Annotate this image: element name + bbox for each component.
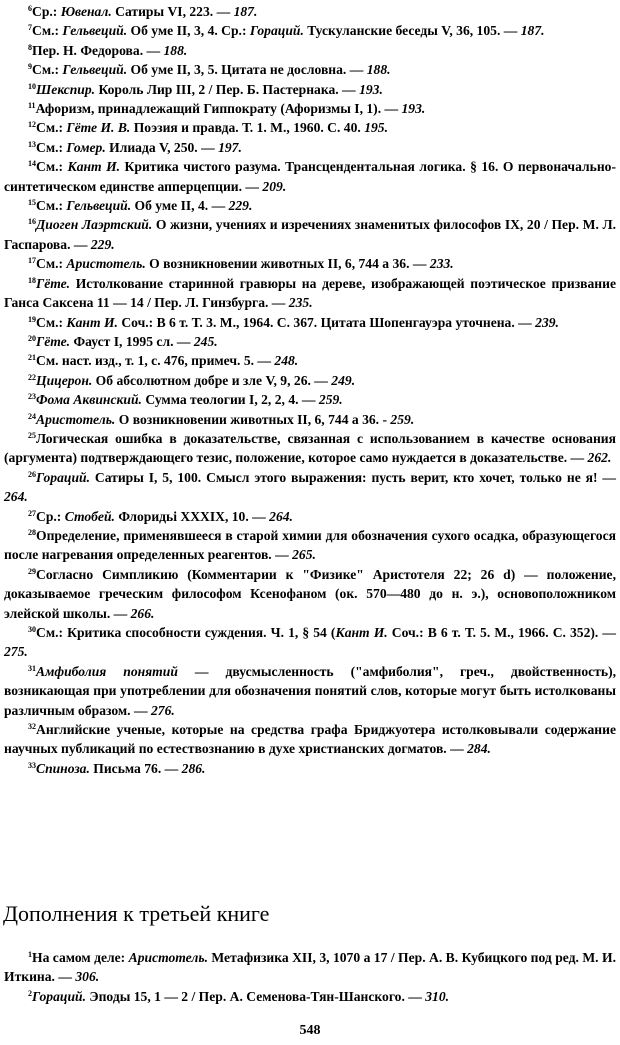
endnote-text: См.: Критика способности суждения. Ч. 1, § 54 ( <box>36 625 336 640</box>
endnote <box>4 371 616 390</box>
endnote-number: 11 <box>28 101 36 111</box>
endnote-text: Английские ученые, которые на средства графа Бриджуотера истолковывали содержание научных публикаций по естествознанию в духе христианских догматов. — <box>4 722 616 757</box>
endnote-text: См.: <box>36 120 67 136</box>
endnote-author: Кант И. <box>67 159 121 175</box>
endnote-author: Ювенал. <box>60 4 112 19</box>
endnote-number: 10 <box>28 81 36 91</box>
endnote <box>4 118 616 137</box>
endnote-page-ref: 264. <box>269 508 293 524</box>
endnote <box>4 60 616 79</box>
endnote-text: Соч.: В 6 т. Т. 5. М., 1966. С. 352). — <box>387 625 616 640</box>
endnote-text: Сатиры I, 5, 100. Смысл этого выражения: пусть верит, кто хочет, только не я! — <box>89 469 616 485</box>
endnote-number: 7 <box>28 23 32 33</box>
endnote-author: Гёте. <box>36 333 71 349</box>
endnote-author: Кант И. <box>335 625 388 640</box>
endnote-text: О жизни, учениях и изречениях знаменитых философов IX, 20 / Пер. М. Л. Гаспарова. — <box>4 217 616 252</box>
endnote <box>4 157 616 196</box>
endnotes-list <box>4 2 616 778</box>
endnote-page-ref: 306. <box>75 969 100 985</box>
endnote-page-ref: 276. <box>150 702 175 718</box>
endnote-page-ref: 229. <box>228 198 253 214</box>
endnote-text: Письма 76. — <box>89 760 182 776</box>
endnote-page-ref: 233. <box>429 256 454 272</box>
endnote <box>4 526 616 565</box>
endnote-page-ref: 193. <box>359 81 383 97</box>
endnote <box>4 80 616 99</box>
endnote-text: Сатиры VI, 223. — <box>111 4 234 19</box>
endnote <box>4 254 616 273</box>
endnote-number: 9 <box>28 62 32 72</box>
endnote-page-ref: 188. <box>163 42 188 58</box>
endnote-text: Метафизика XII, 3, 1070 а 17 / Пер. А. В. Кубицкого под ред. М. И. Иткина. — <box>4 950 616 985</box>
endnote <box>4 21 616 40</box>
endnote-page-ref: 284. <box>467 741 491 757</box>
endnote-author: Спиноза. <box>36 760 90 776</box>
endnote-page-ref: 286. <box>181 760 206 776</box>
endnote-text: Сумма теологии I, 2, 2, 4. — <box>141 392 319 408</box>
endnote-text: Ср.: <box>36 508 65 524</box>
endnote-page-ref: 193. <box>401 101 426 117</box>
endnote-author: Аристотель. <box>36 411 116 427</box>
endnote-text: Илиада V, 250. — <box>105 139 219 155</box>
endnote-page-ref: 229. <box>90 236 115 252</box>
endnote-number: 16 <box>28 217 36 227</box>
endnote <box>4 468 616 507</box>
endnote-text: Логическая ошибка в доказательстве, связанная с использованием в качестве основания (аргумента) подтверждающего тезис, положение, которое само нуждается в доказательстве. — <box>4 430 616 466</box>
endnote-number: 26 <box>28 469 36 479</box>
endnote-text: Флоридьі XXXIX, 10. — <box>114 508 270 524</box>
endnote <box>4 623 616 662</box>
endnote-number: 2 <box>28 988 32 998</box>
endnote-number: 17 <box>28 256 36 266</box>
endnote <box>4 351 616 370</box>
endnote-page-ref: 265. <box>292 547 316 563</box>
endnote-page-ref: 248. <box>274 353 299 369</box>
endnote-number: 30 <box>28 625 36 634</box>
endnote-author: Гораций. <box>36 469 90 485</box>
endnote-text: Тускуланские беседы V, 36, 105. — <box>303 23 521 39</box>
endnote-page-ref: 262. <box>587 450 612 466</box>
endnote-text: Афоризм, принадлежащий Гиппократу (Афоризмы I, 1). — <box>35 101 402 117</box>
endnote-text: Фауст I, 1995 сл. — <box>70 333 194 349</box>
endnote-text: О возникновении животных II, 6, 744 а 36. — <box>145 256 430 272</box>
endnote <box>4 987 616 1006</box>
endnote-text: Истолкование старинной гравюры на дереве, изображающей поэтическое призвание Ганса Саксена 11 — 14 / Пер. Л. Гинзбурга. — <box>4 275 616 311</box>
endnote-author: Гораций. <box>249 23 304 39</box>
endnote-page-ref: 188. <box>366 62 391 78</box>
endnote-page-ref: 197. <box>218 139 242 155</box>
endnote-text: Критика чистого разума. Трансцендентальная логика. § 16. О первоначально-синтетическом единстве апперцепции. — <box>4 159 616 194</box>
endnote-number: 31 <box>28 663 36 673</box>
endnote-author: Гомер. <box>66 139 106 155</box>
endnote-page-ref: 235. <box>288 295 313 311</box>
endnote-page-ref: 310. <box>425 988 450 1004</box>
endnote <box>4 99 616 118</box>
endnote-text: Об уме II, 3, 4. Ср.: <box>127 23 250 39</box>
endnote-author: Фома Аквинский. <box>36 392 142 408</box>
endnote <box>4 565 616 623</box>
endnote-author: Диоген Лаэртский. <box>36 217 153 233</box>
endnote <box>4 138 616 157</box>
endnote-page-ref: 264. <box>4 489 28 505</box>
endnote <box>4 429 616 468</box>
endnote <box>4 410 616 429</box>
endnote <box>4 759 616 778</box>
endnote-text: Соч.: В 6 т. Т. 3. М., 1964. С. 367. Цитата Шопенгауэра уточнена. — <box>117 314 536 330</box>
endnote-number: 29 <box>28 566 36 576</box>
endnote-author: Гораций. <box>32 988 86 1004</box>
endnote-author: Гёте. <box>36 275 71 291</box>
endnote-author: Аристотель. <box>66 256 146 272</box>
endnote-text: Ср.: <box>32 4 61 19</box>
endnote-number: 21 <box>28 353 36 363</box>
endnote-author: Гельвеций. <box>62 62 128 78</box>
endnote <box>4 215 616 254</box>
endnote-number: 23 <box>28 392 36 402</box>
endnote-page-ref: 239. <box>535 314 559 330</box>
endnote-number: 14 <box>28 159 36 169</box>
endnote-text: См.: <box>32 23 63 39</box>
endnote-page-ref: 275. <box>4 644 28 660</box>
endnote-number: 27 <box>28 508 36 518</box>
endnote-text: На самом деле: <box>32 950 129 965</box>
endnotes-list-section-3 <box>4 948 616 1006</box>
endnote-page-ref: 249. <box>331 372 356 388</box>
endnote-number: 13 <box>28 139 36 149</box>
endnote-author: Цицерон. <box>36 372 93 388</box>
endnote-number: 20 <box>28 333 36 343</box>
endnote-number: 1 <box>28 950 32 959</box>
endnote <box>4 662 616 720</box>
endnote-author: Гельвеций. <box>66 198 132 214</box>
endnote-text: Об уме II, 3, 5. Цитата не дословна. — <box>127 62 367 78</box>
endnote-number: 8 <box>28 42 32 52</box>
endnote-number: 12 <box>28 120 36 130</box>
endnote-page-ref: 259. <box>318 392 343 408</box>
endnote-text: См.: <box>36 256 67 272</box>
endnote-text: Определение, применявшееся в старой химии для обозначения сухого осадка, образующегося после нагревания определенных реагентов. — <box>4 527 616 563</box>
endnote <box>4 332 616 351</box>
endnote-page-ref: 259. <box>390 411 415 427</box>
endnote-number: 25 <box>28 430 36 440</box>
endnote-text: Поэзия и правда. Т. 1. М., 1960. С. 40. <box>130 120 365 136</box>
endnote-author: Аристотель. <box>128 950 208 965</box>
endnote <box>4 948 616 987</box>
endnote <box>4 390 616 409</box>
endnote-text: См.: <box>36 139 67 155</box>
endnote-text: — двусмысленность ("амфиболия", греч., двойственность), возникающая при употреблении для обозначения понятий слов, которые могут быть истолкованы различным образом. — <box>4 663 616 718</box>
endnote-number: 32 <box>28 722 36 732</box>
endnote <box>4 274 616 313</box>
endnote-page-ref: 195. <box>364 120 388 136</box>
endnote-text: См. наст. изд., т. 1, с. 476, примеч. 5. — <box>36 353 275 369</box>
endnote-page-ref: 209. <box>262 178 287 194</box>
endnote-text: Об абсолютном добре и зле V, 9, 26. — <box>92 372 332 388</box>
endnote-text: О возникновении животных II, 6, 744 а 36. - <box>115 411 391 427</box>
endnote <box>4 41 616 60</box>
endnote-text: См.: <box>32 62 63 78</box>
endnote-author: Стобей. <box>64 508 115 524</box>
endnote-text: Согласно Симпликию (Комментарии к "Физике" Аристотеля 22; 26 d) — положение, доказываемое греческим философом Ксенофаном (ок. 570—480 до н. э.), основоположником элейской школы. — <box>4 566 616 621</box>
endnote-number: 22 <box>28 372 36 382</box>
endnote <box>4 507 616 526</box>
endnote <box>4 196 616 215</box>
endnote-text: Пер. Н. Федорова. — <box>32 42 164 58</box>
endnote-author: Гёте И. В. <box>66 120 131 136</box>
endnote-author: Амфиболия понятий <box>36 663 178 679</box>
endnote-number: 28 <box>28 527 36 537</box>
endnote-text: См.: <box>36 198 67 214</box>
endnote-text: См.: <box>36 159 68 175</box>
endnote-text: См.: <box>36 314 67 330</box>
endnote-number: 6 <box>28 4 32 13</box>
endnote <box>4 2 616 21</box>
endnote-text: Король Лир III, 2 / Пер. Б. Пастернака. — <box>95 81 360 97</box>
endnote-number: 15 <box>28 198 36 208</box>
endnote-author: Шекспир. <box>36 81 96 97</box>
endnote-number: 18 <box>28 275 36 285</box>
endnote-page-ref: 187. <box>520 23 545 39</box>
endnote-number: 24 <box>28 411 36 421</box>
endnote-text: Об уме II, 4. — <box>131 198 229 214</box>
endnote-author: Кант И. <box>66 314 118 330</box>
endnote-number: 19 <box>28 314 36 324</box>
page-number: 548 <box>299 1023 321 1038</box>
endnote-text: Эподы 15, 1 — 2 / Пер. А. Семенова-Тян-Шанского. — <box>85 988 426 1004</box>
endnote-number: 33 <box>28 760 36 770</box>
endnote <box>4 720 616 759</box>
endnote-page-ref: 245. <box>193 333 218 349</box>
endnote-page-ref: 266. <box>130 605 155 621</box>
section-heading: Дополнения к третьей книге <box>3 901 270 926</box>
endnote-author: Гельвеций. <box>62 23 128 39</box>
endnote-page-ref: 187. <box>233 4 258 19</box>
endnote <box>4 313 616 332</box>
